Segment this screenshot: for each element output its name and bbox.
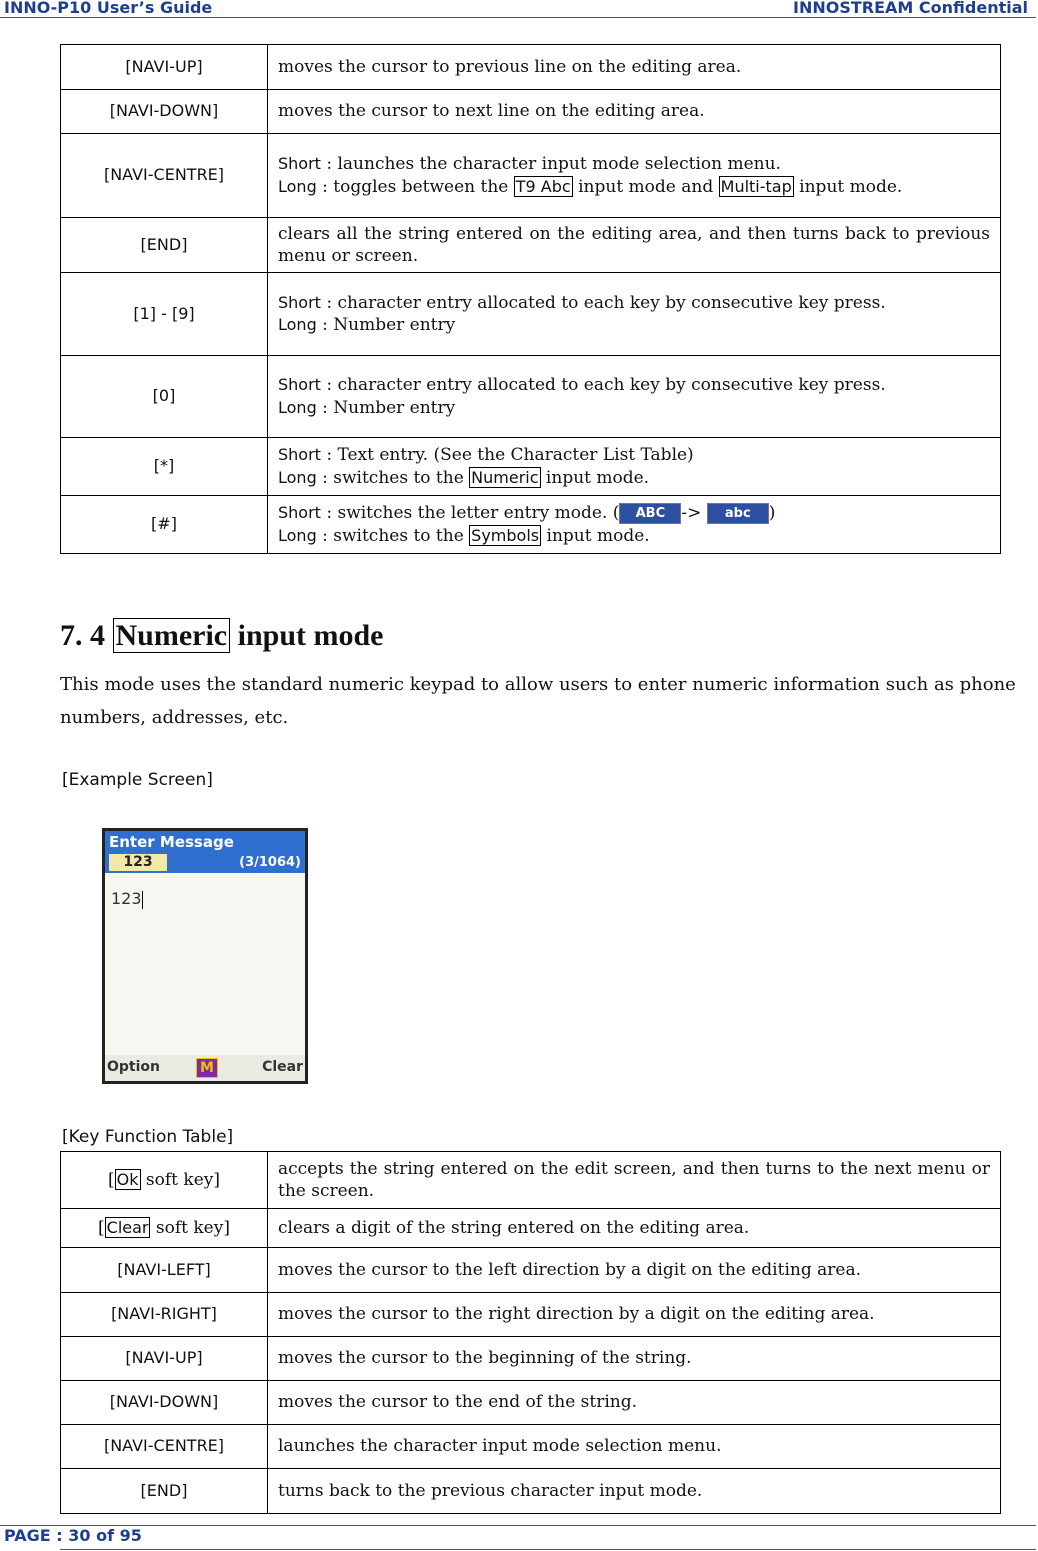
text-cursor [142,891,143,909]
long-label: Long [278,176,317,196]
screen-title: Enter Message [105,831,305,853]
char-counter: (3/1064) [239,855,301,870]
page-number: PAGE : 30 of 95 [4,1526,142,1545]
desc-cell: moves the cursor to the beginning of the string. [268,1337,1001,1381]
footer-divider [60,1549,1036,1550]
key-cell [61,1209,268,1248]
long-text: : switches to the [316,525,470,546]
table-row [61,45,1001,90]
short-text: : character entry allocated to each key by consecutive key press. [320,292,886,313]
long-text: input mode. [793,176,903,197]
key-function-table [60,1151,1001,1514]
long-text: input mode. [540,467,650,488]
table-row [61,1469,1001,1514]
desc-cell [268,496,1001,554]
short-text: : Text entry. (See the Character List Table) [320,445,694,466]
abc-uppercase-icon: ABC [619,503,681,524]
section-number: 7. 4 [60,619,113,652]
screen-display [105,831,305,1081]
desc-cell: moves the cursor to previous line on the editing area. [268,45,1001,90]
softkey-bar [105,1055,305,1081]
key-cell: [NAVI-UP] [61,1337,268,1381]
table-row [61,1152,1001,1209]
boxed-term: Symbols [471,525,540,545]
long-text: : toggles between the [316,176,514,197]
short-label: Short [278,445,321,465]
short-label: Short [278,292,321,312]
table-row [61,1337,1001,1381]
header-left: INNO-P10 User’s Guide [4,0,213,17]
desc-cell: moves the cursor to the left direction by a digit on the editing area. [268,1248,1001,1293]
short-label: Short [278,503,321,523]
short-label: Short [278,154,321,174]
boxed-term: Ok [116,1169,139,1189]
desc-cell [268,438,1001,496]
desc-cell: clears all the string entered on the editing area, and then turns back to previous menu or screen. [268,218,1001,273]
key-cell: [#] [61,496,268,554]
long-label: Long [278,525,317,545]
screen-mode-bar [105,853,305,873]
table-row [61,1209,1001,1248]
table-row [61,1248,1001,1293]
header-right: INNOSTREAM Confidential [793,0,1028,17]
short-label: Short [278,375,321,395]
table-row [61,1425,1001,1469]
key-suffix: soft key] [150,1217,230,1238]
desc-cell: turns back to the previous character input mode. [268,1469,1001,1514]
key-table-continued [60,44,1001,554]
long-text: : switches to the [316,467,470,488]
menu-softkey[interactable]: M [196,1058,218,1078]
key-cell: [0] [61,356,268,438]
table-row [61,496,1001,554]
option-softkey[interactable]: Option [107,1059,160,1075]
section-rest: input mode [230,619,384,652]
key-cell: [NAVI-DOWN] [61,90,268,134]
short-text: ) [768,503,776,524]
example-label: [Example Screen] [62,770,213,790]
long-text: : Number entry [316,397,456,418]
long-text: input mode and [572,176,719,197]
desc-cell: moves the cursor to the right direction by a digit on the editing area. [268,1293,1001,1337]
table-row [61,1381,1001,1425]
page-footer [0,1525,1036,1550]
key-bracket: [ [108,1169,115,1190]
key-cell: [NAVI-LEFT] [61,1248,268,1293]
key-cell: [1] - [9] [61,273,268,356]
key-cell: [NAVI-RIGHT] [61,1293,268,1337]
arrow-text: -> [681,503,707,524]
key-cell: [NAVI-DOWN] [61,1381,268,1425]
desc-cell: launches the character input mode selection menu. [268,1425,1001,1469]
key-cell: [END] [61,218,268,273]
desc-cell [268,356,1001,438]
short-text: : character entry allocated to each key by consecutive key press. [320,375,886,396]
long-label: Long [278,315,317,334]
key-cell: [NAVI-UP] [61,45,268,90]
key-cell: [*] [61,438,268,496]
key-cell: [END] [61,1469,268,1514]
long-label: Long [278,397,317,417]
long-label: Long [278,467,317,487]
table-row [61,356,1001,438]
table-row [61,90,1001,134]
short-text: : switches the letter entry mode. ( [320,503,620,524]
key-cell [61,1152,268,1209]
table-row [61,438,1001,496]
table-row [61,1293,1001,1337]
long-text: : Number entry [316,315,456,335]
boxed-term: Numeric [471,467,539,487]
input-mode-indicator: 123 [109,854,167,871]
table-row [61,134,1001,218]
long-text: input mode. [541,525,650,546]
boxed-term: Clear [106,1217,149,1237]
section-heading [60,619,384,653]
desc-cell [268,134,1001,218]
boxed-term: T9 Abc [515,176,571,196]
desc-cell: clears a digit of the string entered on the editing area. [268,1209,1001,1248]
example-phone-screen [102,828,308,1084]
clear-softkey[interactable]: Clear [262,1059,303,1075]
abc-lowercase-icon: abc [707,503,769,524]
key-cell: [NAVI-CENTRE] [61,134,268,218]
desc-cell: moves the cursor to next line on the editing area. [268,90,1001,134]
boxed-term: Multi-tap [720,176,792,196]
key-suffix: soft key] [140,1169,220,1190]
short-text: : launches the character input mode selection menu. [320,154,781,175]
key-cell: [NAVI-CENTRE] [61,1425,268,1469]
table-row [61,273,1001,356]
entered-text: 123 [111,889,142,908]
desc-cell [268,273,1001,356]
intro-paragraph: This mode uses the standard numeric keypad to allow users to enter numeric information such as phone numbers, addresses, etc. [60,674,1016,728]
edit-area [111,889,143,909]
desc-cell: accepts the string entered on the edit screen, and then turns to the next menu or the screen. [268,1152,1001,1209]
desc-cell: moves the cursor to the end of the string. [268,1381,1001,1425]
key-bracket: [ [98,1217,105,1238]
table2-label: [Key Function Table] [62,1127,234,1147]
section-boxed-term: Numeric [113,618,231,653]
page-header [0,0,1036,18]
table-row [61,218,1001,273]
